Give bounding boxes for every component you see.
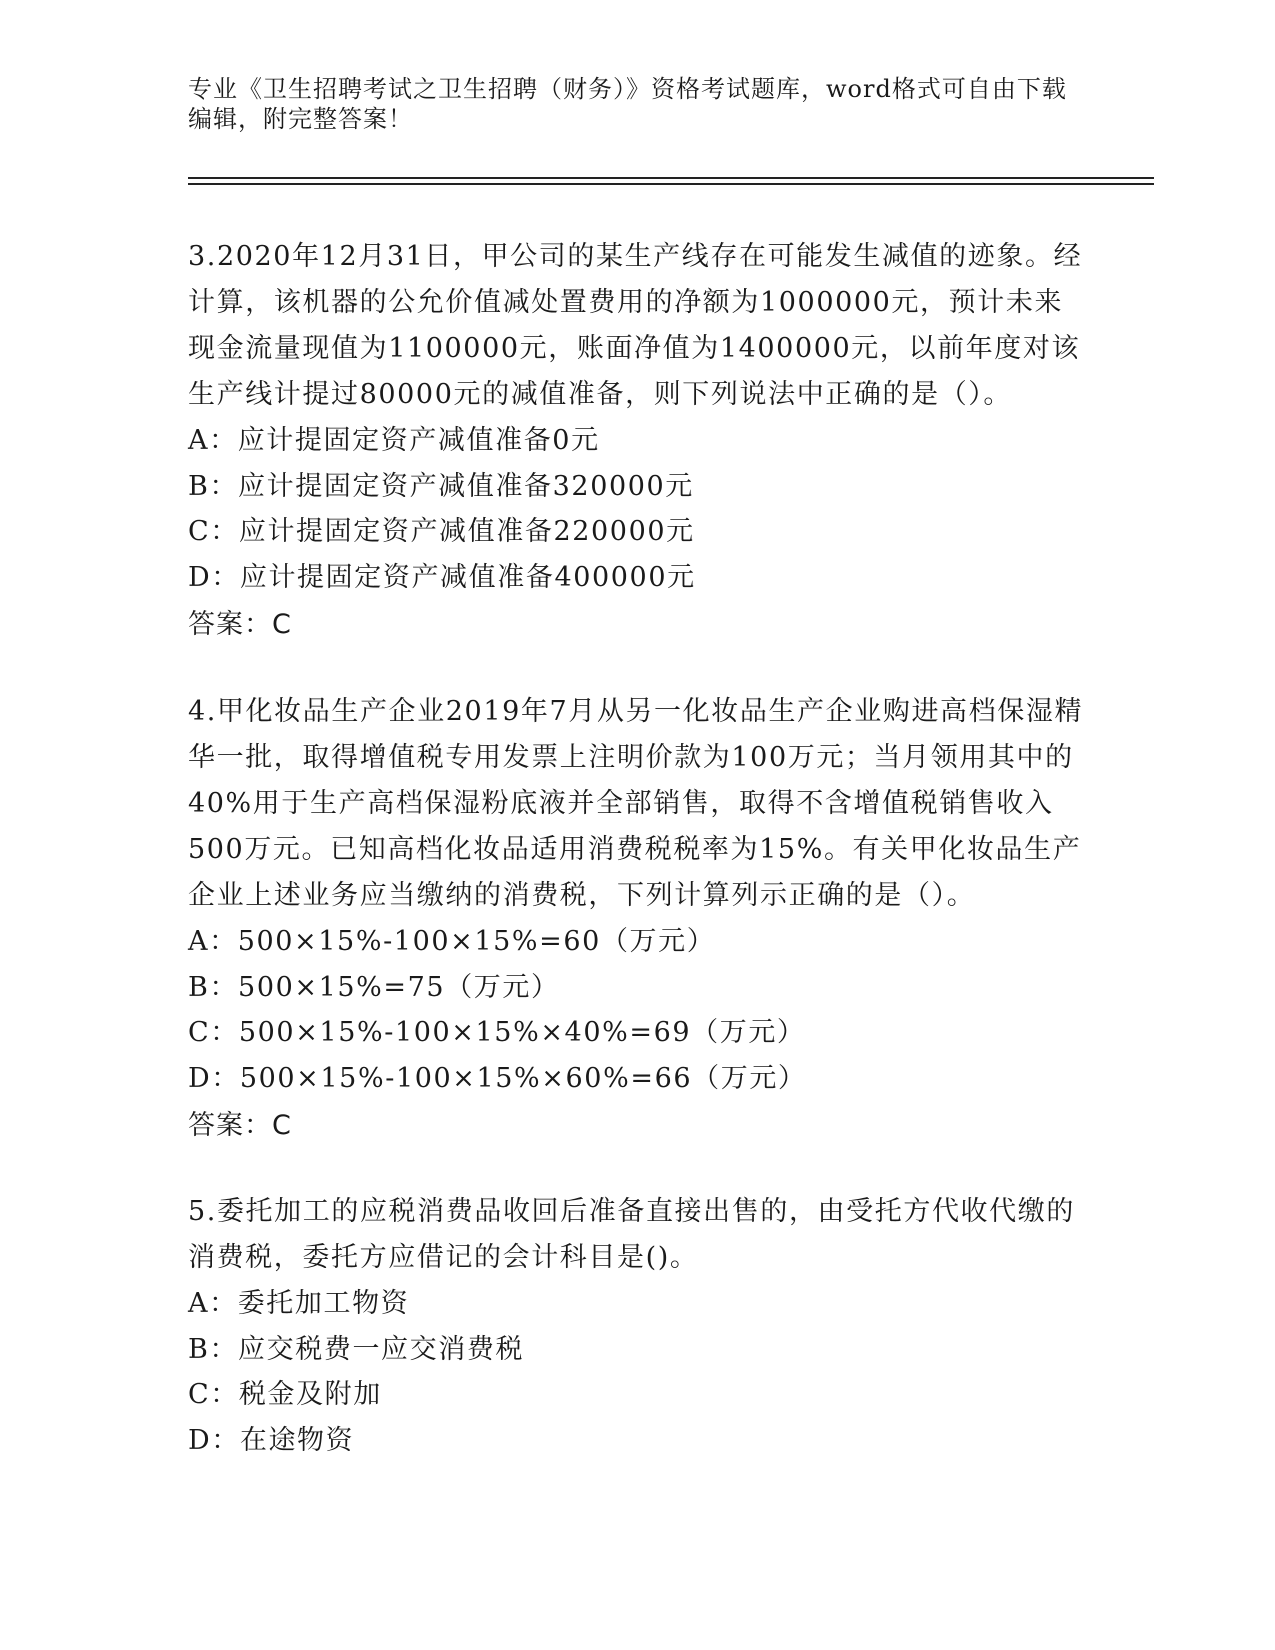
question-5 <box>188 1189 1088 1463</box>
question-stem: 5.委托加工的应税消费品收回后准备直接出售的，由受托方代收代缴的消费税，委托方应借记的会计科目是()。 <box>188 1196 1075 1273</box>
option-c: C：应计提固定资产减值准备220000元 <box>188 516 695 547</box>
option-d: D：在途物资 <box>188 1424 355 1456</box>
option-c: C：税金及附加 <box>188 1379 382 1410</box>
question-stem: 3.2020年12月31日，甲公司的某生产线存在可能发生减值的迹象。经计算，该机器的公允价值减处置费用的净额为1000000元，预计未来现金流量现值为1100000元，账面净值为1400000元，以前年度对该生产线计提过80000元的减值准备，则下列说法中正确的是（）。 <box>188 241 1083 410</box>
option-b: B：500×15%=75（万元） <box>188 971 560 1003</box>
question-stem: 4.甲化妆品生产企业2019年7月从另一化妆品生产企业购进高档保湿精华一批，取得增值税专用发票上注明价款为100万元；当月领用其中的40%用于生产高档保湿粉底液并全部销售，取得不含增值税销售收入500万元。已知高档化妆品适用消费税税率为15%。有关甲化妆品生产企业上述业务应当缴纳的消费税，下列计算列示正确的是（）。 <box>188 696 1084 911</box>
header-rule-top <box>188 177 1154 179</box>
option-d: D：应计提固定资产减值准备400000元 <box>188 561 696 593</box>
header-rule-bottom <box>188 183 1154 185</box>
option-a: A：500×15%-100×15%=60（万元） <box>188 926 716 957</box>
option-d: D：500×15%-100×15%×60%=66（万元） <box>188 1062 807 1094</box>
question-4 <box>188 689 1088 1149</box>
question-3 <box>188 234 1088 648</box>
option-a: A：委托加工物资 <box>188 1288 410 1319</box>
document-header: 专业《卫生招聘考试之卫生招聘（财务）》资格考试题库，word格式可自由下载编辑，附完整答案！ <box>188 75 1067 133</box>
answer: 答案：C <box>188 609 292 640</box>
option-a: A：应计提固定资产减值准备0元 <box>188 425 600 456</box>
option-c: C：500×15%-100×15%×40%=69（万元） <box>188 1017 806 1048</box>
option-b: B：应计提固定资产减值准备320000元 <box>188 470 694 502</box>
answer: 答案：C <box>188 1110 292 1141</box>
option-b: B：应交税费一应交消费税 <box>188 1333 525 1365</box>
